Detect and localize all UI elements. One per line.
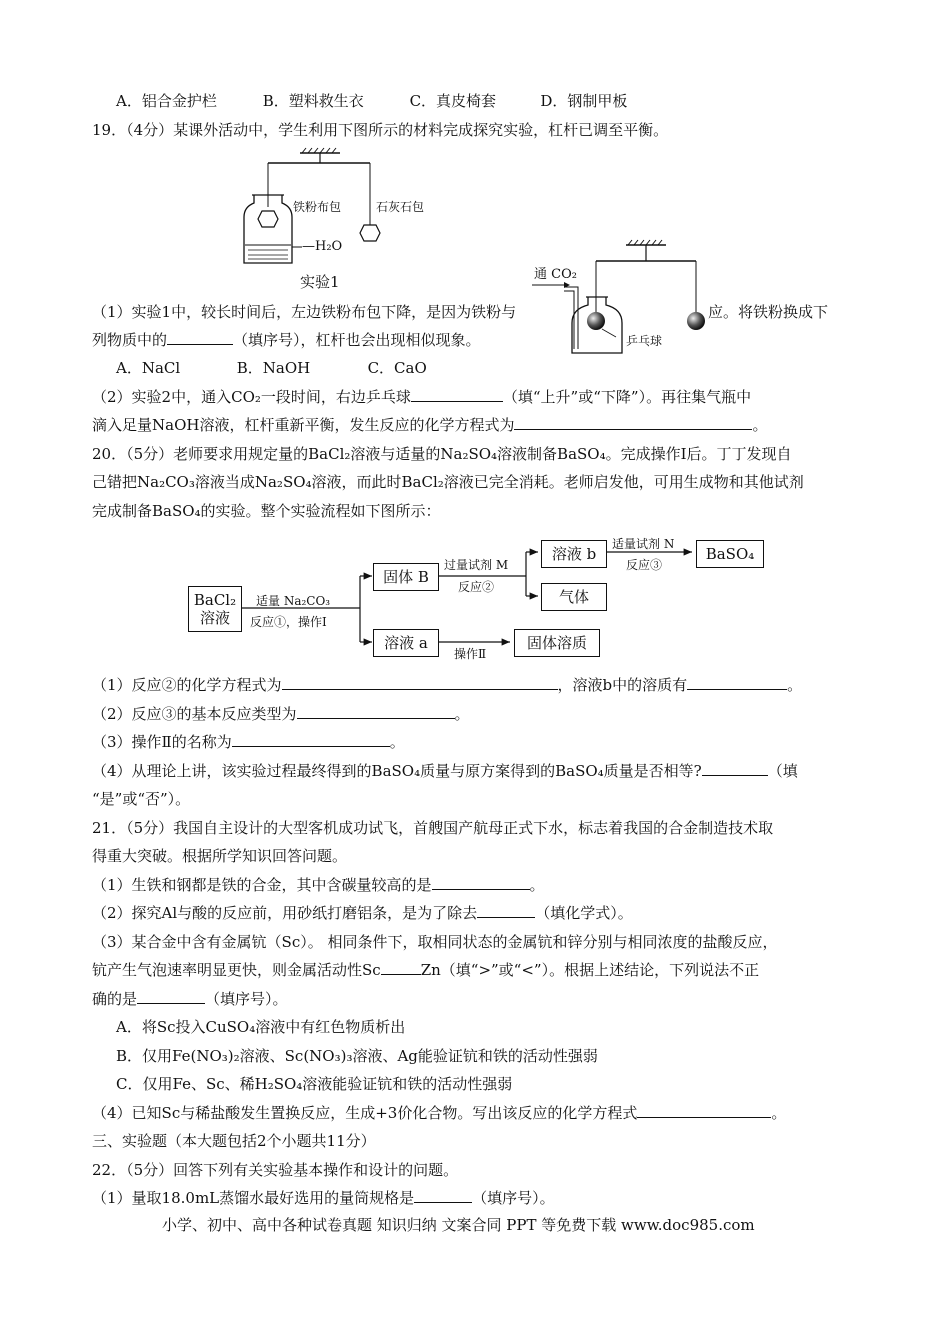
q18-option-a: A．铝合金护栏 xyxy=(116,92,217,110)
q22-stem: 22．（5分）回答下列有关实验基本操作和设计的问题。 xyxy=(92,1161,459,1179)
q21-part3-text-b: Zn（填“>”或“<”）。根据上述结论，下列说法不正 xyxy=(420,961,760,979)
flow-arrow1-top: 适量 Na₂CO₃ xyxy=(256,594,331,608)
flow-gas-box: 气体 xyxy=(541,583,607,611)
experiment-1-figure xyxy=(230,145,450,295)
experiment-2-figure xyxy=(530,237,720,359)
q20-part1-text-b: ，溶液b中的溶质有 xyxy=(557,676,688,694)
flow-solution-a-box: 溶液 a xyxy=(373,629,439,657)
answer-blank[interactable] xyxy=(432,875,530,890)
q21-part2 xyxy=(92,903,633,923)
q21-stem-line1: 21．（5分）我国自主设计的大型客机成功试飞，首艘国产航母正式下水，标志着我国的合金制造技术取 xyxy=(92,819,774,837)
q20-part2 xyxy=(92,704,470,724)
q21-part3-text-a: 钪产生气泡速率明显更快，则金属活动性Sc xyxy=(92,961,381,979)
q20-stem-line1: 20．（5分）老师要求用规定量的BaCl₂溶液与适量的Na₂SO₄溶液制备BaSO₄。完成操作Ⅰ后。丁丁发现自 xyxy=(92,445,792,463)
q21-part3-line1: （3）某合金中含有金属钪（Sc）。 相同条件下，取相同状态的金属钪和锌分别与相同浓度的盐酸反应， xyxy=(92,933,778,951)
period: 。 xyxy=(787,676,803,694)
q20-part2-text: （2）反应③的基本反应类型为 xyxy=(92,705,297,723)
q19-part2-text-a: （2）实验2中，通入CO₂一段时间，右边乒乓球 xyxy=(92,388,411,406)
q21-stem-line2: 得重大突破。根据所学知识回答问题。 xyxy=(92,847,348,865)
q22-part1-text-a: （1）量取18.0mL蒸馏水最好选用的量筒规格是 xyxy=(92,1189,415,1207)
flow-solid-b-box: 固体 B xyxy=(373,563,439,591)
q18-option-d: D．钢制甲板 xyxy=(540,92,628,110)
flow-bacl2-label: BaCl₂ xyxy=(193,591,237,609)
q20-part3 xyxy=(92,732,405,752)
q20-stem-line3: 完成制备BaSO₄的实验。整个实验流程如下图所示： xyxy=(92,502,441,520)
co2-inlet-label: 通 CO₂ xyxy=(534,267,577,282)
q21-part4 xyxy=(92,1103,786,1123)
q20-part4-text-a: （4）从理论上讲，该实验过程最终得到的BaSO₄质量与原方案得到的BaSO₄质量是否相等? xyxy=(92,762,702,780)
q19-part1-text-a: （1）实验1中，较长时间后，左边铁粉布包下降，是因为铁粉与 xyxy=(92,303,517,321)
flow-arrow2-top: 过量试剂 M xyxy=(444,558,509,572)
q20-part4-text-b: （填 xyxy=(767,762,798,780)
flow-baso4-box: BaSO₄ xyxy=(696,540,764,568)
q21-part2-text-a: （2）探究Al与酸的反应前，用砂纸打磨铝条，是为了除去 xyxy=(92,904,478,922)
q21-part2-text-b: （填化学式）。 xyxy=(535,904,633,922)
experiment-1-caption: 实验1 xyxy=(300,273,340,291)
q20-part1 xyxy=(92,675,802,695)
period: 。 xyxy=(771,1104,787,1122)
answer-blank[interactable] xyxy=(232,732,390,747)
section-3-heading: 三、实验题（本大题包括2个小题共11分） xyxy=(92,1132,376,1150)
q19-option-c: C．CaO xyxy=(367,359,427,377)
period: 。 xyxy=(389,733,405,751)
q21-part1-text: （1）生铁和钢都是铁的合金，其中含碳量较高的是 xyxy=(92,876,432,894)
answer-blank[interactable] xyxy=(414,1188,472,1203)
q18-option-c: C．真皮椅套 xyxy=(409,92,497,110)
q19-stem: 19．（4分）某课外活动中，学生利用下图所示的材料完成探究实验，杠杆已调至平衡。 xyxy=(92,121,669,139)
q21-option-c: C．仅用Fe、Sc、稀H₂SO₄溶液能验证钪和铁的活动性强弱 xyxy=(116,1075,513,1093)
water-label: —H₂O xyxy=(302,239,343,254)
q19-part2-line1 xyxy=(92,387,751,407)
answer-blank[interactable] xyxy=(297,704,455,719)
q21-part3-text-c: 确的是 xyxy=(92,990,138,1008)
q19-part2-text-c: 滴入足量NaOH溶液，杠杆重新平衡，发生反应的化学方程式为 xyxy=(92,416,515,434)
answer-blank[interactable] xyxy=(167,330,233,345)
q22-part1-text-b: （填序号）。 xyxy=(472,1189,555,1207)
answer-blank[interactable] xyxy=(381,960,421,975)
flow-bacl2-box xyxy=(188,586,242,632)
ping-pong-ball-label: 乒乓球 xyxy=(626,334,663,348)
flow-arrow3-top: 适量试剂 N xyxy=(612,537,675,551)
q19-part1-text-b: 应。将铁粉换成下 xyxy=(708,303,829,321)
iron-powder-bag-label: 铁粉布包 xyxy=(293,200,342,214)
answer-blank[interactable] xyxy=(637,1103,771,1118)
q21-part4-text: （4）已知Sc与稀盐酸发生置换反应，生成+3价化合物。写出该反应的化学方程式 xyxy=(92,1104,638,1122)
answer-blank[interactable] xyxy=(282,675,558,690)
flow-solid-solute-box: 固体溶质 xyxy=(514,629,600,657)
q20-part3-text: （3）操作Ⅱ的名称为 xyxy=(92,733,232,751)
period: 。 xyxy=(454,705,470,723)
page-footer: 小学、初中、高中各种试卷真题 知识归纳 文案合同 PPT 等免费下载 www.doc985.com xyxy=(162,1216,755,1234)
q21-option-b: B．仅用Fe(NO₃)₂溶液、Sc(NO₃)₃溶液、Ag能验证钪和铁的活动性强弱 xyxy=(116,1047,598,1065)
q19-part1-options xyxy=(116,358,427,378)
q21-option-a: A．将Sc投入CuSO₄溶液中有红色物质析出 xyxy=(116,1018,406,1036)
q18-option-b: B．塑料救生衣 xyxy=(262,92,364,110)
flow-solution-b-box: 溶液 b xyxy=(541,540,607,568)
q21-part3-text-d: （填序号）。 xyxy=(205,990,288,1008)
limestone-bag-label: 石灰石包 xyxy=(376,200,425,214)
flow-solution-label: 溶液 xyxy=(199,609,230,627)
q20-part1-text-a: （1）反应②的化学方程式为 xyxy=(92,676,282,694)
q21-part1 xyxy=(92,875,545,895)
period: 。 xyxy=(752,416,768,434)
q21-part3-line3 xyxy=(92,989,288,1009)
q22-part1 xyxy=(92,1188,555,1208)
answer-blank[interactable] xyxy=(687,675,787,690)
q19-part1-line2 xyxy=(92,330,481,350)
answer-blank[interactable] xyxy=(702,761,768,776)
q19-part2-text-b: （填“上升”或“下降”）。再往集气瓶中 xyxy=(502,388,752,406)
q20-part4-line2: “是”或“否”）。 xyxy=(92,790,191,808)
q18-options xyxy=(116,91,627,111)
q19-part1-line1 xyxy=(92,302,516,322)
q20-part4-line1 xyxy=(92,761,798,781)
period: 。 xyxy=(529,876,545,894)
q19-option-b: B．NaOH xyxy=(236,359,311,377)
q21-part3-line2 xyxy=(92,960,759,980)
flow-arrow4-bottom: 操作Ⅱ xyxy=(454,647,487,661)
q19-option-a: A．NaCl xyxy=(116,359,181,377)
answer-blank[interactable] xyxy=(137,989,205,1004)
flow-arrow1-bottom: 反应①，操作Ⅰ xyxy=(250,615,327,629)
answer-blank[interactable] xyxy=(411,387,503,402)
flow-arrow3-bottom: 反应③ xyxy=(626,558,663,572)
q19-part2-line2 xyxy=(92,415,767,435)
q19-part1-text-d: （填序号），杠杆也会出现相似现象。 xyxy=(233,331,481,349)
q19-part1-text-c: 列物质中的 xyxy=(92,331,168,349)
answer-blank[interactable] xyxy=(477,903,535,918)
flow-arrow2-bottom: 反应② xyxy=(458,580,495,594)
answer-blank[interactable] xyxy=(514,415,752,430)
q20-stem-line2: 己错把Na₂CO₃溶液当成Na₂SO₄溶液，而此时BaCl₂溶液已完全消耗。老师启发他，可用生成物和其他试剂 xyxy=(92,473,804,491)
